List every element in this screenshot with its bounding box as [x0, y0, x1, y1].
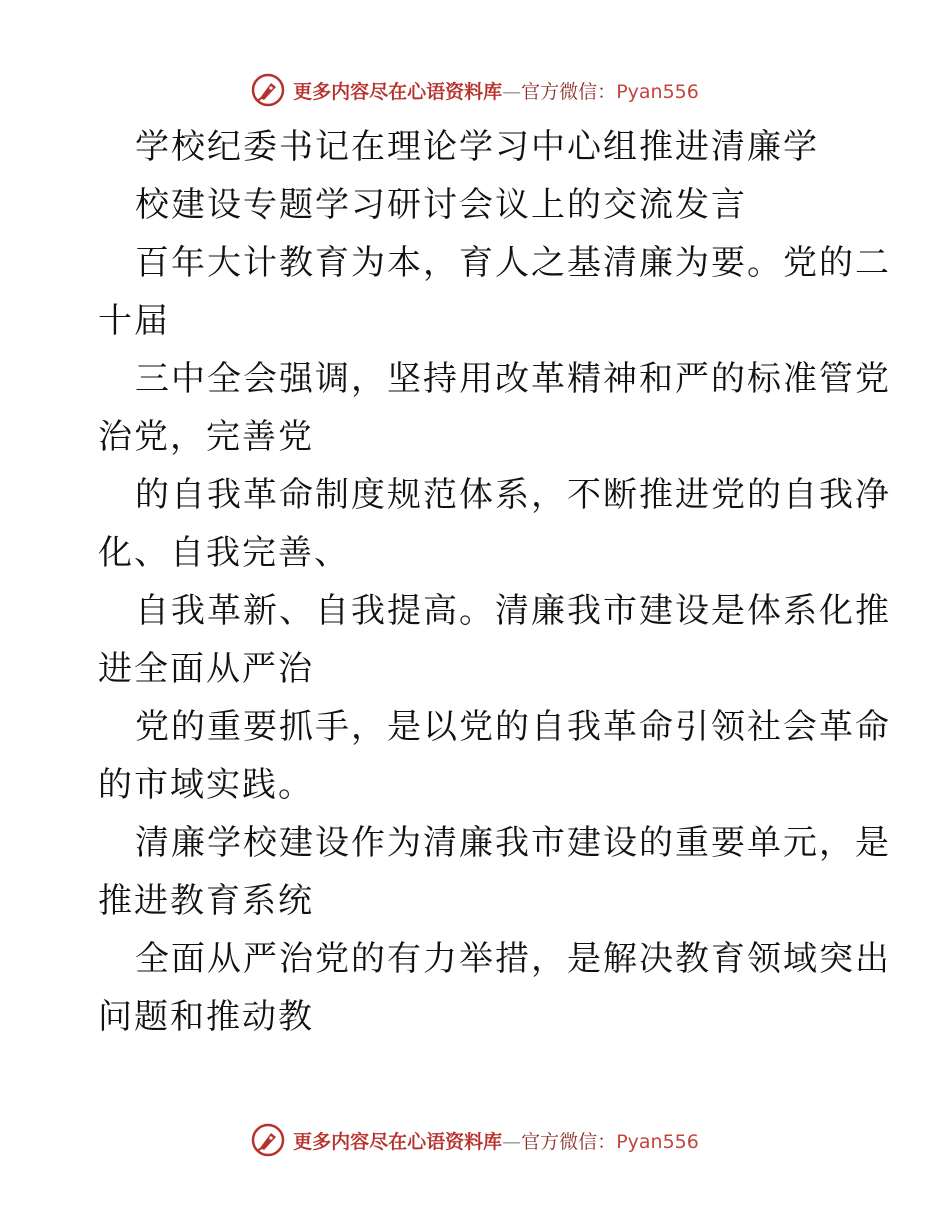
- header-official-label: 官方微信：: [521, 80, 617, 103]
- header-watermark: [0, 72, 950, 108]
- footer-watermark: [0, 1122, 950, 1158]
- pen-nib-logo-icon: [251, 73, 285, 107]
- footer-brand: 更多内容尽在心语资料库: [293, 1130, 503, 1153]
- header-wechat-id: Pyan556: [616, 80, 699, 103]
- title-line-2: 校建设专题学习研讨会议上的交流发言: [135, 185, 747, 225]
- footer-brand-text: [293, 1127, 699, 1154]
- paragraph-line: 十届: [98, 301, 170, 341]
- paragraph-line: 全面从严治党的有力举措，是解决教育领域突出: [135, 939, 891, 979]
- paragraph-line: 治党，完善党: [98, 417, 314, 457]
- header-brand-text: [293, 77, 699, 104]
- paragraph-line: 化、自我完善、: [98, 533, 350, 573]
- paragraph-line: 党的重要抓手，是以党的自我革命引领社会革命: [135, 707, 891, 747]
- footer-official-label: 官方微信：: [521, 1130, 617, 1153]
- paragraph-line: 推进教育系统: [98, 881, 314, 921]
- pen-nib-logo-icon: [251, 1123, 285, 1157]
- paragraph-line: 的自我革命制度规范体系，不断推进党的自我净: [135, 475, 891, 515]
- title-line-1: 学校纪委书记在理论学习中心组推进清廉学: [135, 127, 819, 167]
- footer-dash: —: [502, 1130, 522, 1153]
- header-brand: 更多内容尽在心语资料库: [293, 80, 503, 103]
- paragraph-line: 的市域实践。: [98, 765, 314, 805]
- paragraph-line: 百年大计教育为本，育人之基清廉为要。党的二: [135, 243, 891, 283]
- header-dash: —: [502, 80, 522, 103]
- paragraph-line: 自我革新、自我提高。清廉我市建设是体系化推: [135, 591, 891, 631]
- paragraph-line: 清廉学校建设作为清廉我市建设的重要单元，是: [135, 823, 891, 863]
- paragraph-line: 三中全会强调，坚持用改革精神和严的标准管党: [135, 359, 891, 399]
- footer-wechat-id: Pyan556: [616, 1130, 699, 1153]
- paragraph-line: 进全面从严治: [98, 649, 314, 689]
- paragraph-line: 问题和推动教: [98, 997, 314, 1037]
- document-body: [98, 118, 891, 1046]
